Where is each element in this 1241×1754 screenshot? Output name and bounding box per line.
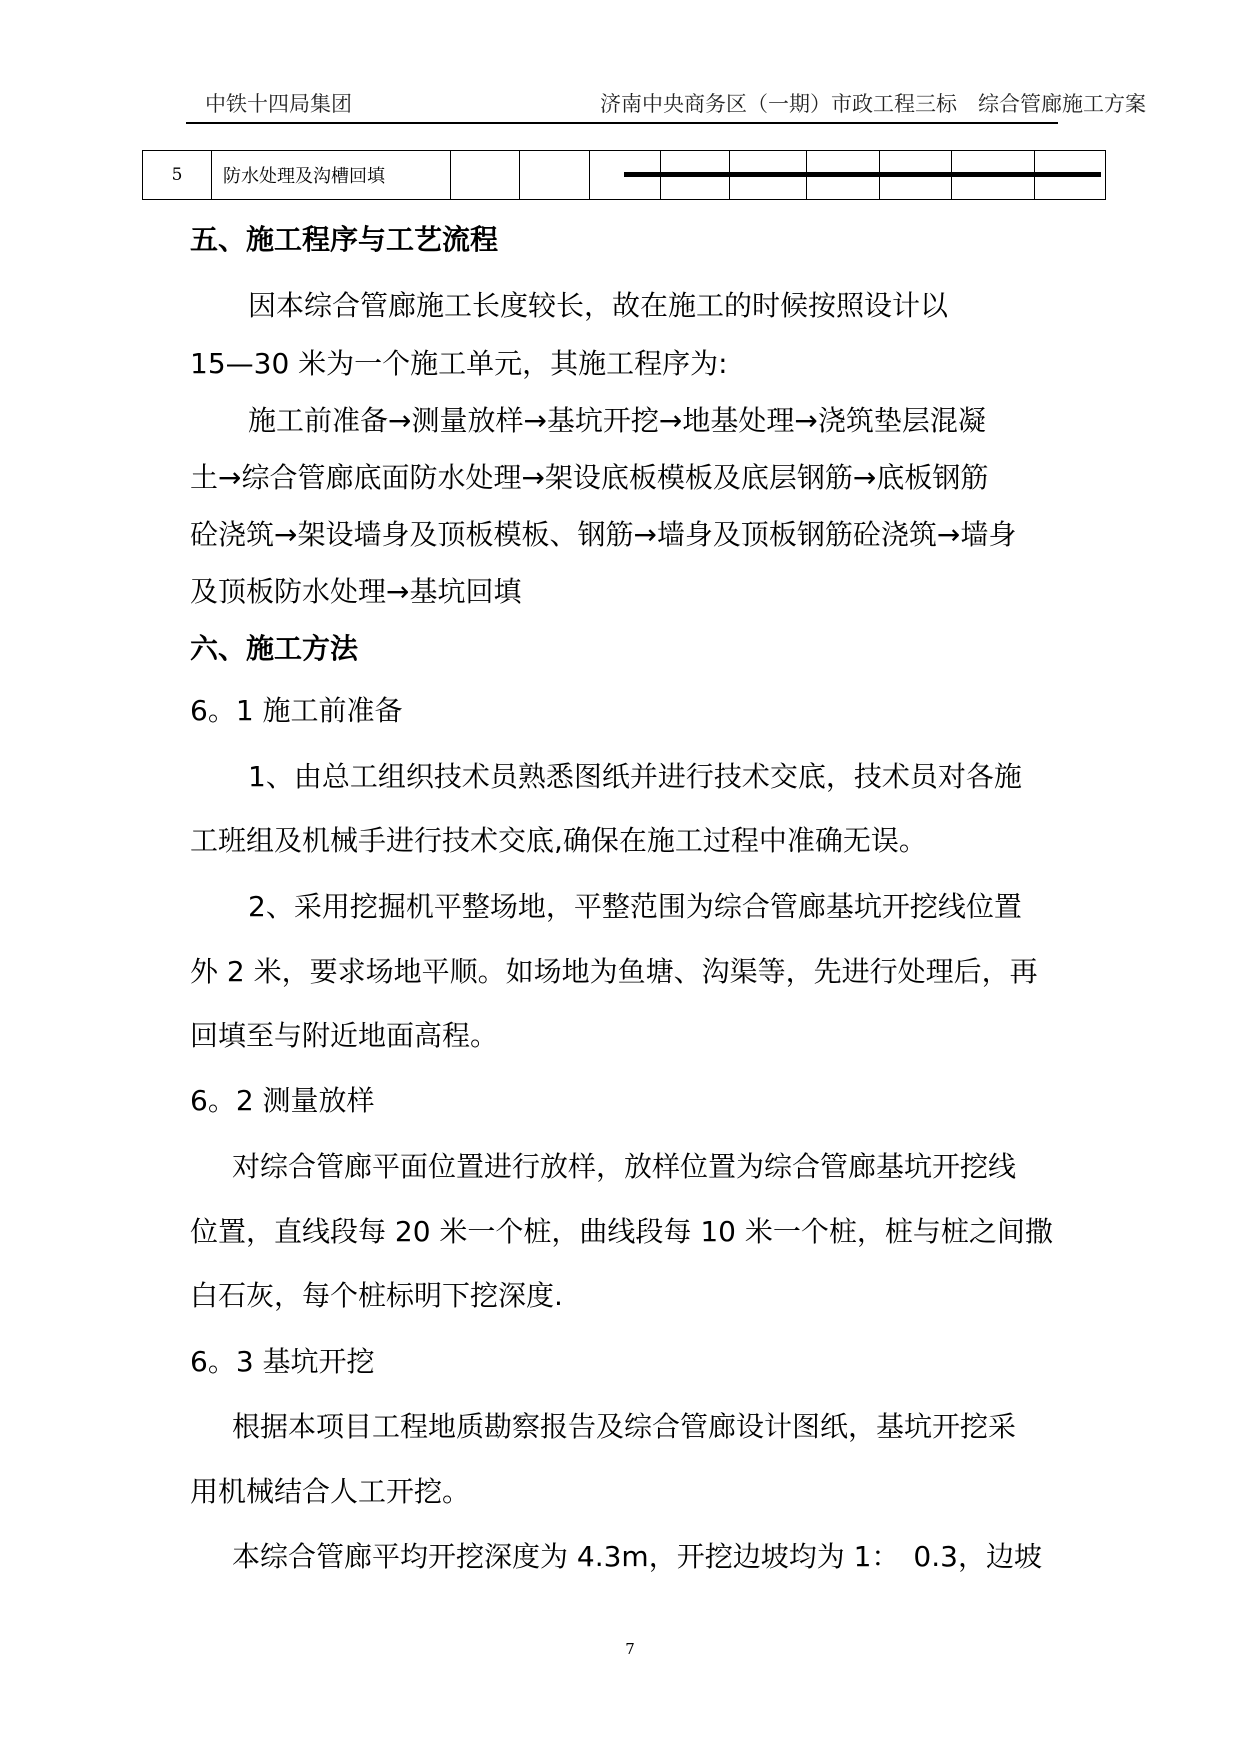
paragraph-line: 施工前准备→测量放样→基坑开挖→地基处理→浇筑垫层混凝 <box>248 404 986 437</box>
paragraph-line: 根据本项目工程地质勘察报告及综合管廊设计图纸，基坑开挖采 <box>232 1410 1017 1443</box>
header-right: 济南中央商务区（一期）市政工程三标 综合管廊施工方案 <box>600 92 1146 116</box>
subsection-heading: 6。3 基坑开挖 <box>190 1345 375 1378</box>
row-task: 防水处理及沟槽回填 <box>223 166 385 187</box>
section-heading-6: 六、施工方法 <box>190 632 359 665</box>
table-divider <box>589 151 590 199</box>
header-left: 中铁十四局集团 <box>205 92 352 116</box>
paragraph-line: 因本综合管廊施工长度较长，故在施工的时候按照设计以 <box>248 289 949 322</box>
table-divider <box>211 151 212 199</box>
subsection-heading: 6。1 施工前准备 <box>190 694 403 727</box>
paragraph-line: 白石灰，每个桩标明下挖深度. <box>190 1279 563 1312</box>
section-heading-5: 五、施工程序与工艺流程 <box>190 223 499 256</box>
subsection-heading: 6。2 测量放样 <box>190 1084 375 1117</box>
row-number: 5 <box>171 165 183 185</box>
paragraph-line: 土→综合管廊底面防水处理→架设底板模板及底层钢筋→底板钢筋 <box>190 461 989 494</box>
paragraph-line: 用机械结合人工开挖。 <box>190 1475 471 1508</box>
paragraph-line: 工班组及机械手进行技术交底,确保在施工过程中准确无误。 <box>190 824 927 857</box>
paragraph-line: 1、由总工组织技术员熟悉图纸并进行技术交底，技术员对各施 <box>248 760 1022 793</box>
paragraph-line: 砼浇筑→架设墙身及顶板模板、钢筋→墙身及顶板钢筋砼浇筑→墙身 <box>190 518 1017 551</box>
table-divider <box>519 151 520 199</box>
gantt-bar <box>861 172 1101 177</box>
paragraph-line: 本综合管廊平均开挖深度为 4.3m，开挖边坡均为 1： 0.3，边坡 <box>232 1540 1042 1573</box>
paragraph-line: 2、采用挖掘机平整场地，平整范围为综合管廊基坑开挖线位置 <box>248 890 1022 923</box>
header-rule <box>186 122 1058 124</box>
paragraph-line: 位置，直线段每 20 米一个桩，曲线段每 10 米一个桩，桩与桩之间撒 <box>190 1215 1053 1248</box>
table-divider <box>450 151 451 199</box>
paragraph-line: 外 2 米，要求场地平顺。如场地为鱼塘、沟渠等，先进行处理后，再 <box>190 955 1038 988</box>
paragraph-line: 及顶板防水处理→基坑回填 <box>190 575 522 608</box>
schedule-table-row <box>142 150 1106 200</box>
paragraph-line: 对综合管廊平面位置进行放样，放样位置为综合管廊基坑开挖线 <box>232 1150 1017 1183</box>
paragraph-line: 回填至与附近地面高程。 <box>190 1019 499 1052</box>
paragraph-line: 15—30 米为一个施工单元，其施工程序为: <box>190 347 728 380</box>
page-number: 7 <box>625 1640 635 1658</box>
